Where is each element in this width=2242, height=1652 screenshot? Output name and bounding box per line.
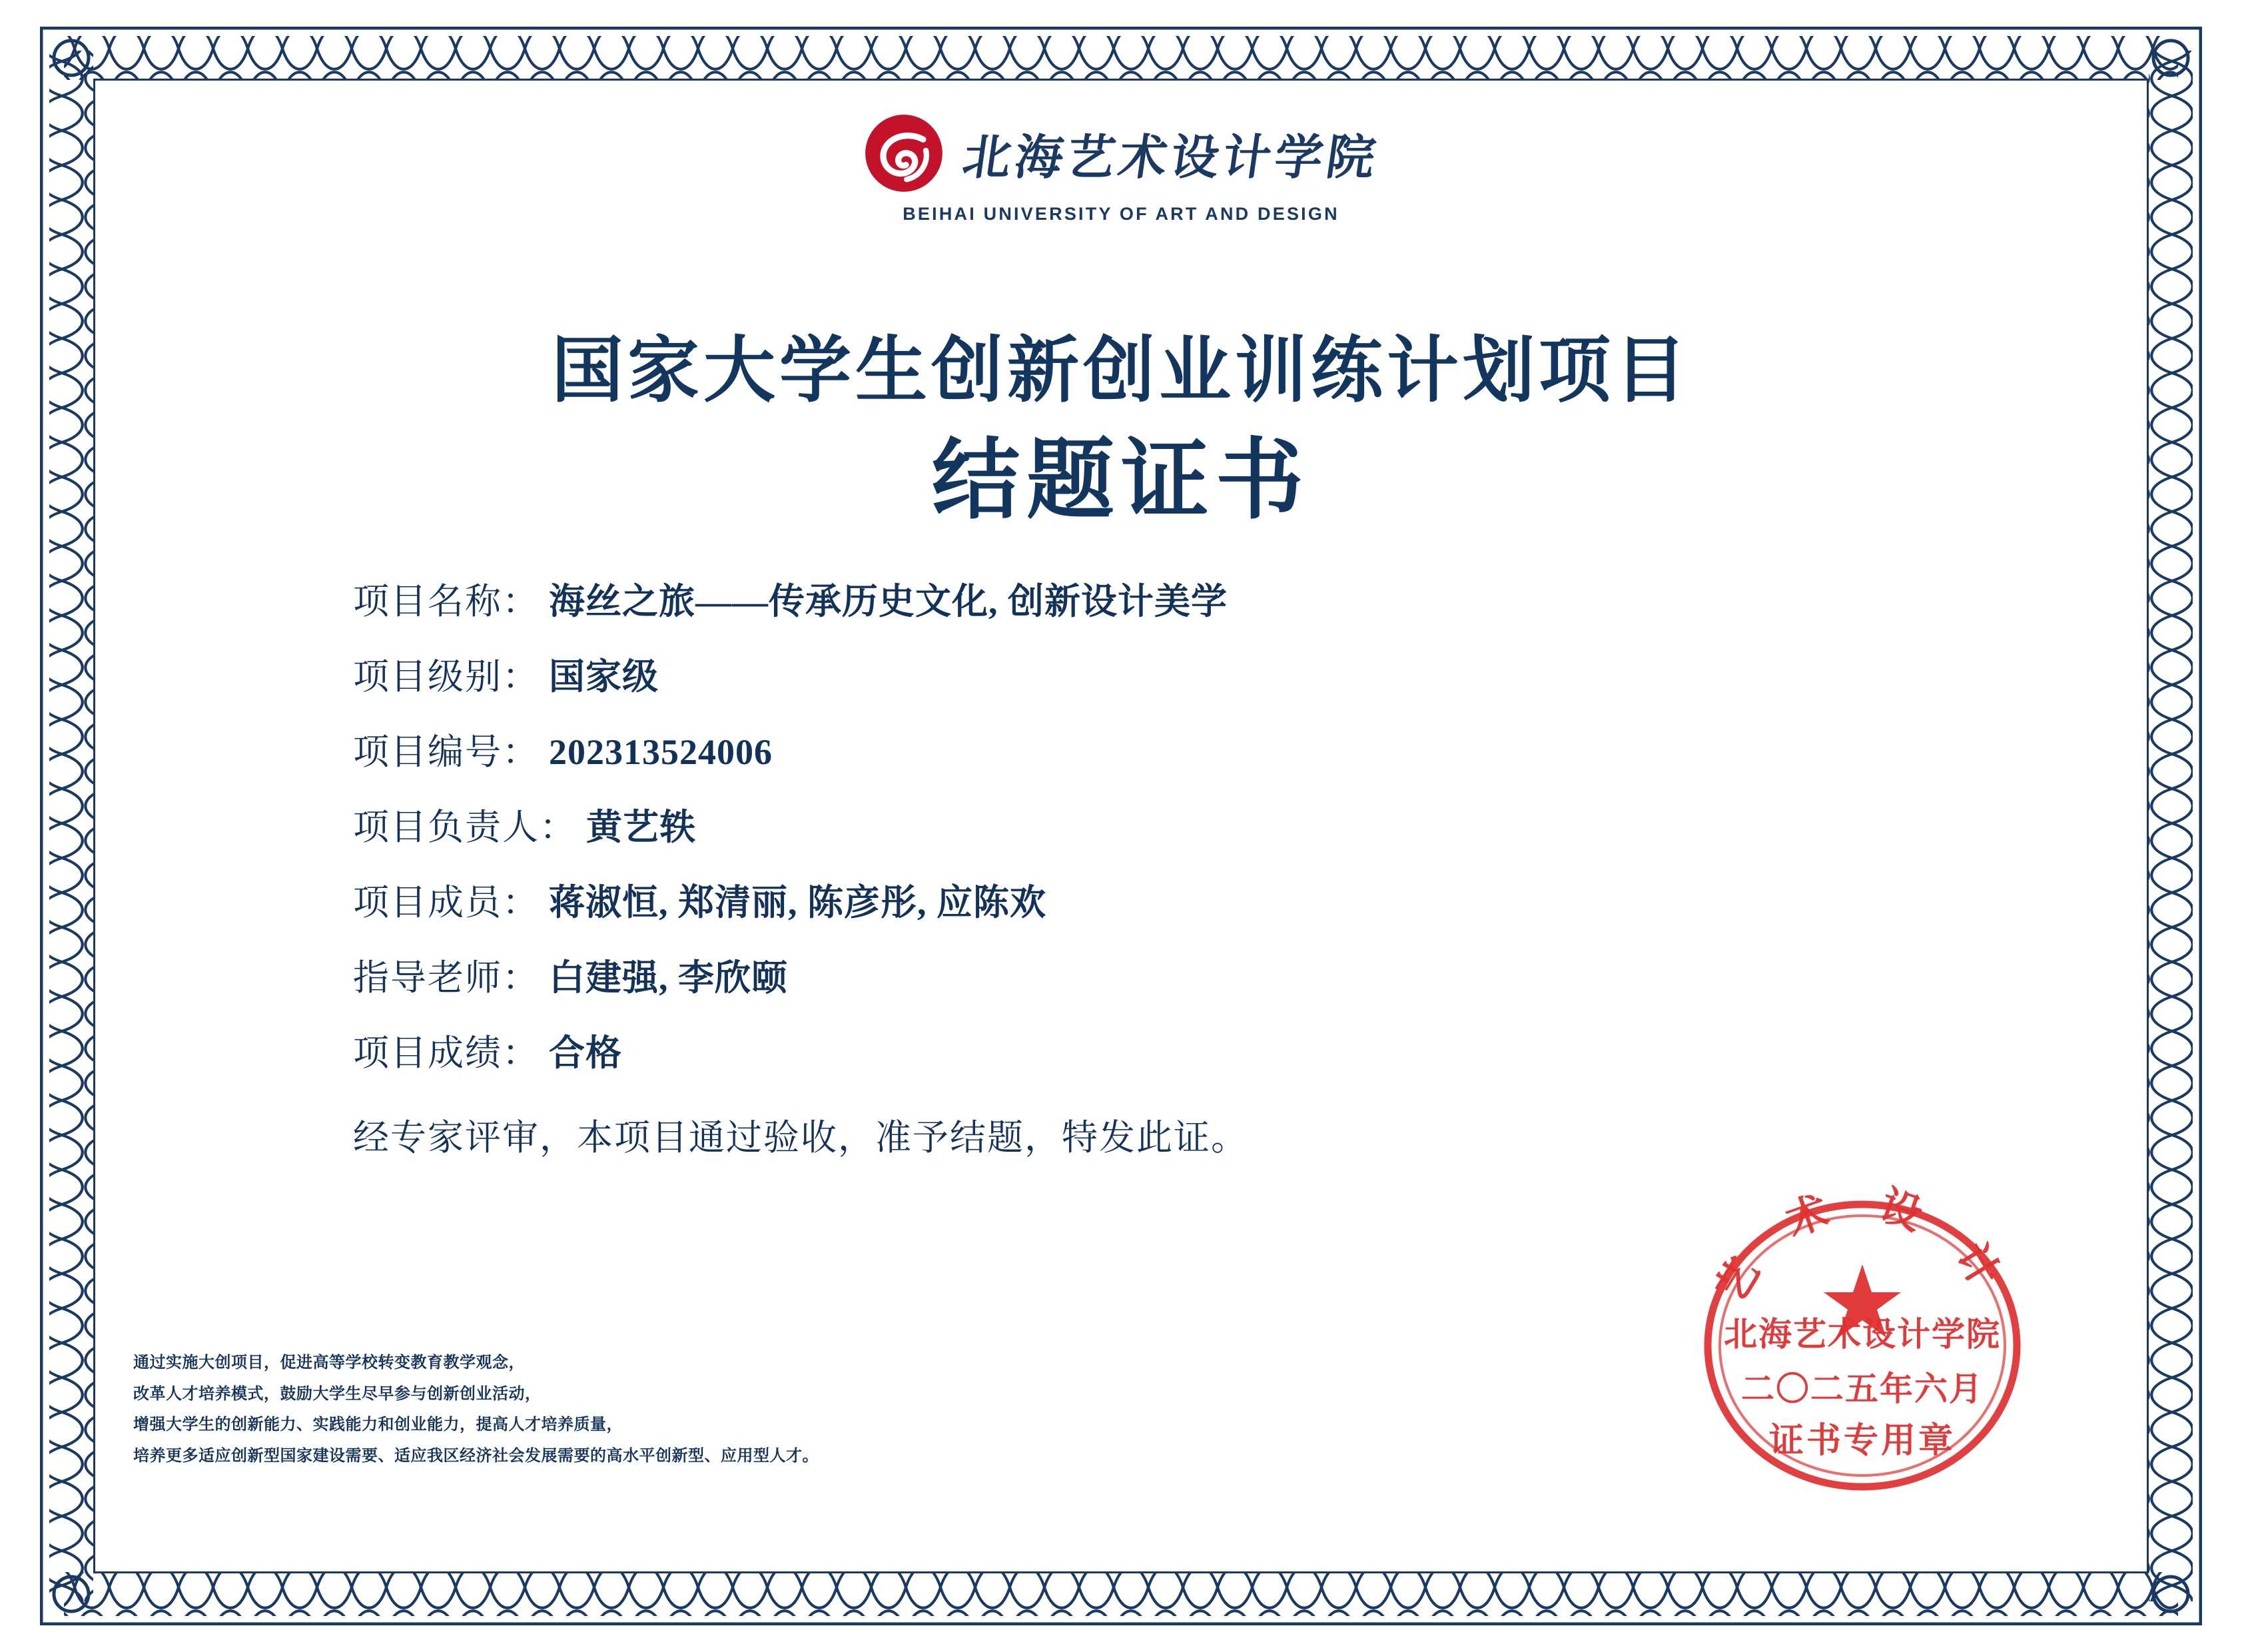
approval-statement: 经专家评审，本项目通过验收，准予结题，特发此证。 [353,1118,1248,1158]
title-block [113,326,2129,534]
official-seal [1656,1146,2069,1519]
field-row-grade [353,1025,1952,1076]
certificate-content [113,93,2129,1559]
field-value: 国家级 [549,657,659,697]
logo-row [863,112,1383,195]
field-label: 项目成绩： [353,1033,540,1073]
institution-name-cn: 北海艺术设计学院 [959,131,1383,185]
field-label: 指导老师： [353,958,540,998]
field-row-project-leader [353,799,1952,850]
field-row-project-name [353,573,1952,624]
certificate-fields [353,573,1952,1160]
footnote-line: 改革人才培养模式，鼓励大学生尽早参与创新创业活动， [133,1385,542,1403]
certificate-title-sub: 结题证书 [932,432,1310,530]
field-label: 项目名称： [353,582,540,621]
seal-institution: 北海艺术设计学院 [1724,1316,2001,1353]
field-row-project-level [353,648,1952,699]
footnote-line: 通过实施大创项目，促进高等学校转变教育教学观念， [133,1354,525,1372]
footnote-block [133,1348,1399,1472]
institution-logo-block [113,112,2129,224]
seal-date: 二〇二五年六月 [1741,1370,1984,1408]
field-label: 项目成员： [353,883,540,923]
field-value: 蒋淑恒, 郑清丽, 陈彦彤, 应陈欢 [549,883,1046,923]
institution-name-en: BEIHAI UNIVERSITY OF ART AND DESIGN [903,204,1339,224]
field-row-project-number [353,723,1952,775]
field-label: 项目负责人： [353,807,577,847]
field-value: 海丝之旅——传承历史文化, 创新设计美学 [549,582,1228,621]
field-value: 黄艺轶 [586,807,696,847]
seal-stamp-icon [1656,1146,2069,1519]
footnote-line: 增强大学生的创新能力、实践能力和创业能力，提高人才培养质量， [133,1416,623,1434]
certificate-title-main: 国家大学生创新创业训练计划项目 [551,332,1690,411]
field-value: 白建强, 李欣颐 [549,958,788,998]
field-label: 项目级别： [353,657,540,697]
field-value: 202313524006 [549,732,773,772]
field-row-project-members [353,874,1952,925]
seal-purpose: 证书专用章 [1768,1422,1956,1460]
field-row-advisors [353,949,1952,1001]
spiral-wave-logo-icon [863,112,945,195]
field-label: 项目编号： [353,732,540,772]
footnote-line: 培养更多适应创新型国家建设需要、适应我区经济社会发展需要的高水平创新型、应用型人才。 [133,1447,819,1465]
field-value: 合格 [549,1033,622,1073]
seal-arc-text: 艺 术 设 计 [1708,1182,2017,1310]
